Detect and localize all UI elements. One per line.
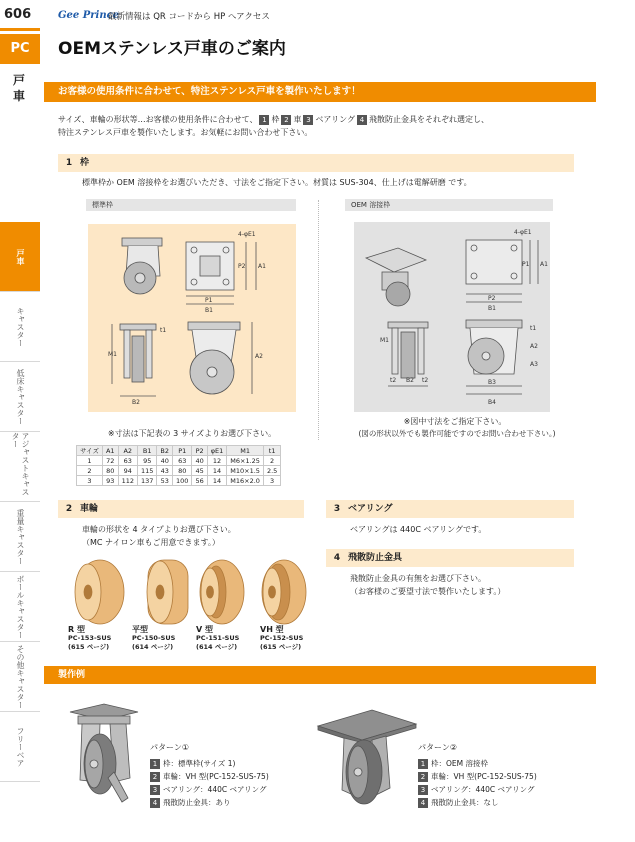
dim-label: t1 [160, 327, 167, 334]
section-guard-header [326, 549, 574, 567]
dim-label: 4-φE1 [514, 229, 532, 236]
oem-frame-diagram [354, 222, 550, 412]
wheel-type-code [68, 634, 111, 652]
num-badge: 4 [418, 798, 428, 808]
wheel-type-label: VH 型 [260, 625, 284, 634]
wheel-r-hub [84, 585, 92, 599]
dim-label: B4 [488, 399, 496, 406]
standard-frame-diagram [88, 224, 296, 412]
section-title: 車輪 [80, 504, 99, 514]
dim-label: A2 [530, 343, 538, 350]
section-bearing-text: ベアリングは 440C ベアリングです。 [350, 525, 487, 534]
pattern-2-list [418, 757, 537, 809]
pattern-1-title: パターン① [150, 743, 190, 752]
table-cell: M6×1.25 [227, 456, 264, 466]
side-tab-label: ボールキャスター [16, 574, 25, 639]
table-cell: 14 [207, 476, 227, 486]
num-badge: 3 [418, 785, 428, 795]
brand-logo: Gee Prince [58, 10, 120, 21]
side-tab-label: 低床キャスター [16, 368, 25, 425]
table-cell: 43 [157, 466, 173, 476]
table-cell: 80 [102, 466, 118, 476]
table-cell: 2 [263, 456, 280, 466]
side-tab-door-roller[interactable] [0, 222, 40, 292]
dim-label: A3 [530, 361, 538, 368]
table-cell: 3 [77, 476, 103, 486]
list-item [150, 770, 269, 783]
side-tab-adjust-caster[interactable] [0, 432, 40, 502]
dim-label: A2 [255, 353, 263, 360]
dim-label: t2 [390, 377, 397, 384]
pattern-item-text: ベアリング：440C ベアリング [163, 785, 267, 794]
list-item [418, 796, 537, 809]
wheel-page-link[interactable]: (614 ページ) [196, 643, 238, 651]
standard-frame-caption: ※寸法は下記表の 3 サイズよりお選び下さい。 [107, 429, 277, 438]
list-item [150, 757, 269, 770]
table-cell: 100 [173, 476, 192, 486]
table-cell: 137 [138, 476, 157, 486]
wheel-type-code [260, 634, 303, 652]
list-item [418, 770, 537, 783]
pattern-2-title: パターン② [418, 743, 458, 752]
page-number: 606 [0, 0, 44, 28]
section-title: ベアリング [348, 504, 393, 514]
table-cell: 56 [192, 476, 207, 486]
dim-label: P1 [522, 261, 530, 268]
table-header: B1 [138, 446, 157, 456]
pattern-1-list [150, 757, 269, 809]
dim-label: t1 [530, 325, 537, 332]
num-badge: 2 [150, 772, 160, 782]
dim-label: M1 [380, 337, 389, 344]
table-cell: 94 [118, 466, 137, 476]
table-row [77, 466, 281, 476]
dim-label: B1 [205, 307, 213, 314]
num-badge: 1 [150, 759, 160, 769]
table-cell: 115 [138, 466, 157, 476]
table-cell: 72 [102, 456, 118, 466]
pattern-item-text: ベアリング：440C ベアリング [431, 785, 535, 794]
side-tab-label: 重量キャスター [16, 508, 25, 565]
section-title: 飛散防止金具 [348, 553, 403, 563]
left-rail [0, 0, 44, 842]
dim-label: B2 [406, 377, 414, 384]
oem-frame-drawing [354, 222, 550, 412]
num-badge: 4 [150, 798, 160, 808]
num-badge: 1 [418, 759, 428, 769]
table-row [77, 476, 281, 486]
table-header: B2 [157, 446, 173, 456]
wheel-page-link[interactable]: (614 ページ) [132, 643, 174, 651]
table-cell: 112 [118, 476, 137, 486]
dim-label: A1 [258, 263, 266, 270]
size-table [76, 445, 281, 486]
num-badge: 3 [303, 115, 313, 125]
side-tab-label: その他キャスター [16, 644, 25, 709]
intro-item: 車 [293, 115, 302, 124]
table-header: A1 [102, 446, 118, 456]
table-cell: 14 [207, 466, 227, 476]
table-cell: 95 [138, 456, 157, 466]
dim-label: P1 [205, 297, 213, 304]
wheel-types-illustration [60, 556, 310, 628]
dim-label: P2 [238, 263, 246, 270]
section-guard-text-2: （お客様のご要望寸法で製作いたします。） [350, 587, 506, 596]
table-header: φE1 [207, 446, 227, 456]
section-bearing-header [326, 500, 574, 518]
dim-label: B1 [488, 305, 496, 312]
table-cell: M10×1.5 [227, 466, 264, 476]
wheel-vh-hub [269, 586, 276, 598]
num-badge: 2 [281, 115, 291, 125]
side-tabs [0, 222, 40, 782]
standard-frame-label: 標準枠 [86, 199, 296, 211]
intro-line1: サイズ、車輪の形状等…お客様の使用条件に合わせて、 [58, 115, 258, 124]
page-number-underline [0, 28, 40, 31]
section-tab-pc[interactable]: PC [0, 34, 40, 64]
pattern-item-text: 車輪：VH 型(PC-152-SUS-75) [163, 772, 269, 781]
examples-header: 製作例 [44, 666, 596, 684]
table-header: t1 [263, 446, 280, 456]
dim-label: B2 [132, 399, 140, 406]
section-number: 2 [65, 504, 73, 514]
pattern-item-text: 車輪：VH 型(PC-152-SUS-75) [431, 772, 537, 781]
side-tab-label: フリーベア [16, 726, 25, 767]
panel-divider [318, 200, 319, 440]
dim-label: 4-φE1 [238, 231, 256, 238]
table-header: P1 [173, 446, 192, 456]
table-cell: 1 [77, 456, 103, 466]
side-tab-other-caster[interactable] [0, 642, 40, 712]
side-tab-heavy-caster[interactable] [0, 502, 40, 572]
table-header-row [77, 446, 281, 456]
table-cell: 2.5 [263, 466, 280, 476]
section-wheel-text-2: （MC ナイロン車もご用意できます。） [82, 538, 220, 547]
section-wheel-header [58, 500, 304, 518]
table-cell: 12 [207, 456, 227, 466]
pattern-item-text: 枠：標準枠(サイズ 1) [163, 759, 236, 768]
num-badge: 3 [150, 785, 160, 795]
wheel-type-label: 平型 [132, 625, 148, 634]
wheel-code: PC-152-SUS [260, 634, 304, 642]
banner: お客様の使用条件に合わせて、特注ステンレス戸車を製作いたします！ [44, 82, 596, 102]
wheel-page-link[interactable]: (615 ページ) [68, 643, 110, 651]
side-tab-ball-caster[interactable] [0, 572, 40, 642]
page-title: OEMステンレス戸車のご案内 [58, 39, 286, 59]
table-cell: 3 [263, 476, 280, 486]
table-header: P2 [192, 446, 207, 456]
list-item [418, 757, 537, 770]
section-number: 3 [333, 504, 341, 514]
side-tab-low-caster[interactable] [0, 362, 40, 432]
section-title: 枠 [80, 158, 90, 168]
wheel-v-hub [207, 586, 214, 598]
wheel-page-link[interactable]: (615 ページ) [260, 643, 302, 651]
num-badge: 2 [418, 772, 428, 782]
table-header: サイズ [77, 446, 103, 456]
table-cell: 2 [77, 466, 103, 476]
rail-category-label: 戸車 [12, 73, 25, 103]
dim-label: B3 [488, 379, 496, 386]
table-cell: 45 [192, 466, 207, 476]
dim-label: M1 [108, 351, 117, 358]
oem-frame-caption-2: (図の形状以外でも製作可能ですのでお問い合わせ下さい。) [358, 429, 556, 438]
table-cell: M16×2.0 [227, 476, 264, 486]
dim-label: A1 [540, 261, 548, 268]
table-cell: 40 [157, 456, 173, 466]
intro-item: ベアリング [315, 115, 355, 124]
intro-line2: 特注ステンレス戸車を製作いたします。お気軽にお問い合わせ下さい。 [58, 128, 313, 137]
side-tab-free-bearing[interactable] [0, 712, 40, 782]
intro-item: 飛散防止金具をそれぞれ選定し、 [368, 115, 489, 124]
section-wheel-text-1: 車輪の形状を 4 タイプよりお選び下さい。 [82, 525, 236, 534]
section-number: 1 [65, 158, 73, 168]
wheel-type-code [132, 634, 175, 652]
table-cell: 63 [118, 456, 137, 466]
table-cell: 40 [192, 456, 207, 466]
wheel-code: PC-153-SUS [68, 634, 112, 642]
wheel-code: PC-150-SUS [132, 634, 176, 642]
wheel-type-label: R 型 [68, 625, 85, 634]
table-cell: 53 [157, 476, 173, 486]
pattern-item-text: 飛散防止金具：なし [431, 798, 499, 807]
table-header: A2 [118, 446, 137, 456]
section-guard-text-1: 飛散防止金具の有無をお選び下さい。 [350, 574, 486, 583]
side-tab-label: キャスター [16, 306, 25, 347]
section-number: 4 [333, 553, 341, 563]
wheel-type-label: V 型 [196, 625, 213, 634]
num-badge: 4 [357, 115, 367, 125]
dim-label: P2 [488, 295, 496, 302]
list-item [150, 783, 269, 796]
table-row [77, 456, 281, 466]
side-tab-caster[interactable] [0, 292, 40, 362]
header-note: 最新情報は QR コードから HP へアクセス [108, 12, 270, 22]
side-tab-label: 戸車 [16, 248, 25, 265]
table-cell: 63 [173, 456, 192, 466]
section-frame-text: 標準枠か OEM 溶接枠をお選びいただき、寸法をご指定下さい。材質は SUS-304、仕上げは電解研磨 です。 [82, 178, 472, 187]
list-item [150, 796, 269, 809]
intro-item: 枠 [271, 115, 280, 124]
side-tab-label: アジャストキャスター [11, 432, 30, 496]
wheel-code: PC-151-SUS [196, 634, 240, 642]
list-item [418, 783, 537, 796]
oem-frame-label: OEM 溶接枠 [345, 199, 553, 211]
pattern-item-text: 枠：OEM 溶接枠 [431, 759, 488, 768]
section-frame-header [58, 154, 574, 172]
wheel-flat-hub [156, 585, 164, 599]
table-cell: 80 [173, 466, 192, 476]
num-badge: 1 [259, 115, 269, 125]
wheel-type-code [196, 634, 239, 652]
pattern-item-text: 飛散防止金具：あり [163, 798, 231, 807]
table-cell: 93 [102, 476, 118, 486]
oem-frame-caption-1: ※図中寸法をご指定下さい。 [403, 417, 507, 426]
example-caster-1-photo [64, 702, 144, 810]
table-header: M1 [227, 446, 264, 456]
example-caster-2-photo [316, 706, 420, 810]
standard-frame-drawing [88, 224, 296, 412]
intro-text [58, 113, 588, 139]
dim-label: t2 [422, 377, 429, 384]
